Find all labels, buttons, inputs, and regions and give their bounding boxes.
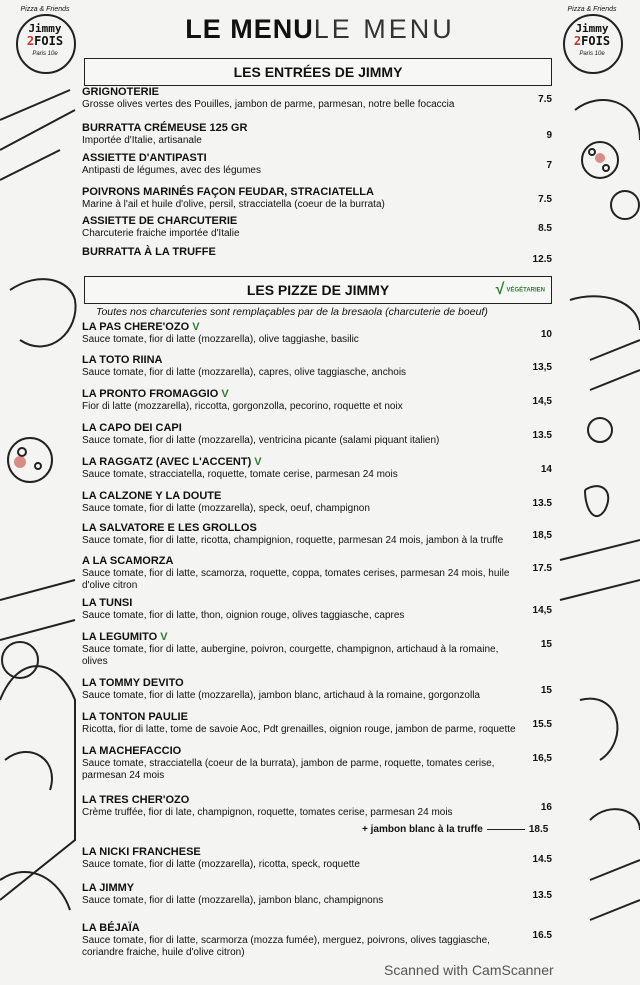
item-description: Crème truffée, fior di late, champignon, roquette, tomates cerise, parmesan 24 mois (82, 807, 453, 818)
pizza-item (82, 422, 552, 447)
item-name: LA PAS CHERE'OZO V (82, 321, 200, 333)
item-name: LA TRES CHER'OZO (82, 794, 190, 806)
item-description: Sauce tomate, fior di latte (mozzarella), jambon blanc, artichaud à la romaine, gorgonzolla (82, 690, 480, 701)
vegetarian-legend: √ VÉGÉTARIEN (495, 281, 545, 298)
page-title: LE MENULE MENU (185, 14, 455, 44)
item-price: 18,5 (532, 530, 552, 541)
pizza-item (82, 555, 552, 592)
item-name: LA JIMMY (82, 882, 135, 894)
vegetarian-mark: V (160, 631, 168, 643)
item-name: LA PRONTO FROMAGGIO V (82, 388, 229, 400)
pizza-item (82, 711, 552, 736)
item-name: LA TONTON PAULIE (82, 711, 188, 723)
item-price: 17.5 (532, 563, 552, 574)
vegetarian-mark: V (221, 388, 229, 400)
vegetarian-mark: V (254, 456, 262, 468)
restaurant-logo: Pizza & Friends Jimmy 2FOIS Paris 10e (10, 4, 80, 74)
item-name: LA LEGUMITO V (82, 631, 168, 643)
item-price: 13.5 (532, 498, 552, 509)
item-price: 14,5 (532, 396, 552, 407)
pizza-item (82, 631, 552, 668)
pizza-item (82, 456, 552, 481)
pizza-item (82, 745, 552, 782)
item-description: Sauce tomate, stracciatella (coeur de la burrata), jambon de parme, roquette, tomates cerise, parmesan 24 mois (82, 758, 495, 781)
item-description: Fior di latte (mozzarella), riccotta, gorgonzolla, pecorino, roquette et noix (82, 401, 403, 412)
item-price: 15 (540, 685, 552, 696)
item-name: LA SALVATORE E LES GROLLOS (82, 522, 257, 534)
pizza-item (82, 388, 552, 413)
item-description: Sauce tomate, fior di latte, ricotta, champignion, roquette, parmesan 24 mois, jambon à la truffe (82, 535, 504, 546)
pizza-item (82, 922, 552, 959)
entree-item (82, 186, 552, 211)
item-description: Ricotta, fior di latte, tome de savoie Aoc, Pdt grenailles, oignion rouge, jambon de parme, roquette (82, 724, 516, 735)
item-name: LA TOTO RIINA (82, 354, 163, 366)
entree-item (82, 122, 552, 147)
item-name: LA TOMMY DEVITO (82, 677, 184, 689)
item-description: Sauce tomate, fior di latte (mozzarella), ricotta, speck, roquette (82, 859, 360, 870)
item-description: Sauce tomate, fior di latte, scamorza, roquette, coppa, tomates cerises, parmesan 24 mois, huile d'olive citron (82, 568, 510, 591)
item-price: 9 (546, 130, 552, 141)
item-name: POIVRONS MARINÉS FAÇON FEUDAR, STRACIATELLA (82, 186, 374, 198)
scanner-watermark: Scanned with CamScanner (384, 962, 554, 978)
pizza-item (82, 321, 552, 346)
item-name: ASSIETTE D'ANTIPASTI (82, 152, 207, 164)
item-description: Charcuterie fraiche importée d'Italie (82, 228, 240, 239)
item-description: Sauce tomate, fior di latte (mozzarella), olive taggiashe, basilic (82, 334, 359, 345)
item-name: LA RAGGATZ (AVEC L'ACCENT) V (82, 456, 262, 468)
item-price: 10 (540, 329, 552, 340)
item-price: 13.5 (532, 890, 552, 901)
item-name: LA NICKI FRANCHESE (82, 846, 201, 858)
pizza-item (82, 522, 552, 547)
vegetarian-mark: V (192, 321, 200, 333)
item-name: BURRATTA À LA TRUFFE (82, 246, 216, 258)
pizza-item (82, 354, 552, 379)
item-price: 16.5 (532, 930, 552, 941)
item-price: 13.5 (532, 430, 552, 441)
item-price: 14,5 (532, 605, 552, 616)
item-name: BURRATTA CRÉMEUSE 125 GR (82, 122, 248, 134)
item-price: 7.5 (538, 194, 552, 205)
extra-option: + jambon blanc à la truffe 18.5 (362, 824, 549, 835)
item-price: 7 (546, 160, 552, 171)
item-name: LA TUNSI (82, 597, 133, 609)
entree-item (82, 246, 552, 265)
item-description: Sauce tomate, fior di latte, scarmorza (mozza fumée), merguez, poivrons, olives taggiasche, coriandre fraiche, huile d'olive citron) (82, 935, 490, 958)
item-price: 12.5 (532, 254, 552, 265)
item-price: 14.5 (532, 854, 552, 865)
pizze-heading: LES PIZZE DE JIMMY √ VÉGÉTARIEN (84, 276, 552, 304)
restaurant-logo-right: Pizza & Friends Jimmy 2FOIS Paris 10e (557, 4, 627, 74)
item-description: Sauce tomate, fior di latte (mozzarella), capres, olive taggiasche, anchois (82, 367, 407, 378)
item-name: A LA SCAMORZA (82, 555, 174, 567)
pizza-item (82, 597, 552, 622)
pizza-item (82, 677, 552, 702)
item-description: Sauce tomate, stracciatella, roquette, tomate cerise, parmesan 24 mois (82, 469, 398, 480)
entree-item (82, 215, 552, 240)
item-description: Sauce tomate, fior di latte, thon, oignion rouge, olives taggiasche, capres (82, 610, 405, 621)
item-description: Sauce tomate, fior di latte (mozzarella), speck, oeuf, champignon (82, 503, 370, 514)
pizza-item (82, 882, 552, 907)
item-description: Marine à l'ail et huile d'olive, persil, stracciatella (coeur de la burrata) (82, 199, 385, 210)
item-name: LA CAPO DEI CAPI (82, 422, 182, 434)
charcuterie-note: Toutes nos charcuteries sont remplaçables par de la bresaola (charcuterie de boeuf) (96, 306, 488, 318)
item-description: Sauce tomate, fior di latte (mozzarella), jambon blanc, champignons (82, 895, 384, 906)
item-name: LA BÉJAÏA (82, 922, 140, 934)
item-name: GRIGNOTERIE (82, 86, 160, 98)
pizza-item (82, 846, 552, 871)
item-price: 7.5 (538, 94, 552, 105)
item-price: 15 (540, 639, 552, 650)
item-description: Importée d'Italie, artisanale (82, 135, 202, 146)
item-name: LA MACHEFACCIO (82, 745, 182, 757)
item-price: 14 (540, 464, 552, 475)
item-description: Antipasti de légumes, avec des légumes (82, 165, 261, 176)
pizza-item (82, 490, 552, 515)
entree-item (82, 86, 552, 111)
item-price: 8.5 (538, 223, 552, 234)
pizza-item (82, 794, 552, 819)
item-name: LA CALZONE Y LA DOUTE (82, 490, 222, 502)
item-description: Sauce tomate, fior di latte (mozzarella), ventricina picante (salami piquant italien) (82, 435, 440, 446)
item-description: Grosse olives vertes des Pouilles, jambon de parme, parmesan, notre belle focaccia (82, 99, 455, 110)
item-price: 16 (540, 802, 552, 813)
entrees-heading: LES ENTRÉES DE JIMMY (84, 58, 552, 86)
item-name: ASSIETTE DE CHARCUTERIE (82, 215, 238, 227)
item-price: 15.5 (532, 719, 552, 730)
item-description: Sauce tomate, fior di latte, aubergine, poivron, courgette, champignon, artichaud à la romaine, olives (82, 644, 499, 667)
item-price: 13,5 (532, 362, 552, 373)
item-price: 16,5 (532, 753, 552, 764)
entree-item (82, 152, 552, 177)
